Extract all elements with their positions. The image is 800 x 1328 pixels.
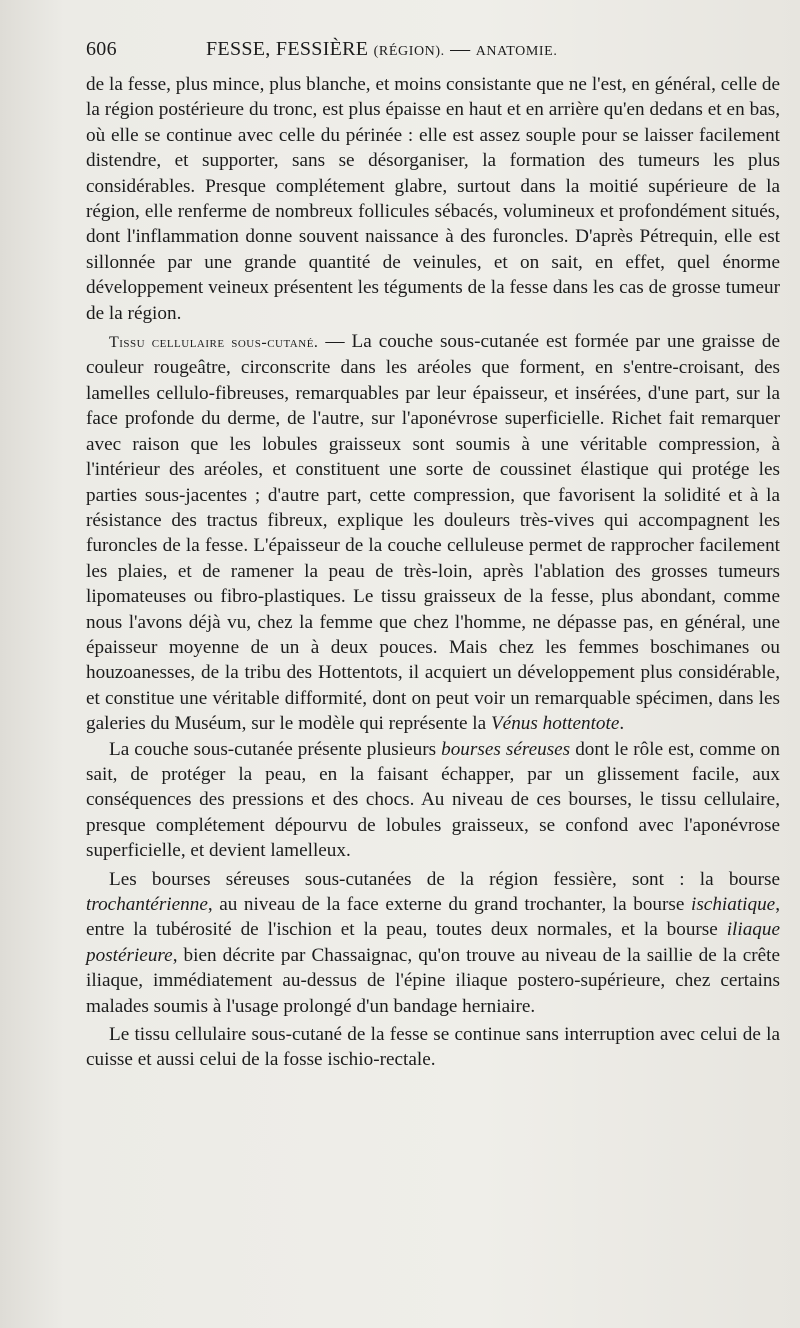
paragraph-2 — [86, 329, 780, 737]
emphasis-bourses-sereuses: bourses séreuses — [441, 738, 571, 760]
paragraph-5-text: Le tissu cellulaire sous-cutané de la fesse se continue sans interruption avec celui de la cuisse et aussi celui de la fosse ischio-rectale. — [86, 1024, 780, 1071]
title-main: FESSE, FESSIÈRE — [206, 38, 369, 60]
paragraph-2-text: — La couche sous-cutanée est formée par une graisse de couleur rougeâtre, circonscrite dans les aréoles que forment, en s'entre-croisant, des lamelles cellulo-fibreuses, remarquables par leur épaisseur, et insérées, d'une part, sur la face profonde du derme, de l'autre, sur l'aponévrose superficielle. Richet fait remarquer avec raison que les lobules graisseux sont soumis à une véritable compression, à l'intérieur des aréoles, et constituent une sorte de coussinet élastique qui protége les parties sous-jacentes ; d'autre part, cette compression, que favorisent la solidité et à la résistance des tractus fibreux, explique les douleurs très-vives qui accompagnent les furoncles de la fesse. L'épaisseur de la couche celluleuse permet de rapprocher facilement les plaies, et de ramener la peau de très-loin, après l'ablation des grosses tumeurs lipomateuses ou fibro-plastiques. Le tissu graisseux de la fesse, plus abondant, comme nous l'avons déjà vu, chez la femme que chez l'homme, ne dépasse pas, en général, une épaisseur moyenne de un à deux pouces. Mais chez les femmes boschimanes ou houzoanesses, de la tribu des Hottentots, il acquiert un développement plus considérable, et constitue une véritable difformité, dont on peut voir un remarquable spécimen, dans les galeries du Muséum, sur le modèle qui représente la — [86, 331, 780, 735]
paragraph-1 — [86, 72, 780, 326]
paragraph-4-start: Les bourses séreuses sous-cutanées de la région fessière, sont : la bourse — [109, 868, 780, 890]
paragraph-2-end: . — [619, 713, 625, 735]
emphasis-ischiatique: ischiatique — [691, 894, 776, 915]
paragraph-3 — [86, 737, 780, 864]
paragraph-4 — [86, 867, 780, 1019]
title-section: ANATOMIE. — [475, 44, 558, 59]
paragraph-5 — [86, 1022, 780, 1073]
body-text — [86, 72, 780, 1073]
paragraph-1-text: de la fesse, plus mince, plus blanche, et moins consistante que ne l'est, en général, celle de la région postérieure du tronc, est plus épaisse en haut et en arrière qu'en dedans et en bas, où elle se continue avec celle du périnée : elle est assez souple pour se laisser facilement distendre, et supporter, sans se désorganiser, la formation des tumeurs les plus considérables. Presque complétement glabre, surtout dans la moitié supérieure de la région, elle renferme de nombreux follicules sébacés, volumineux et profondément situés, dont l'inflammation donne souvent naissance à des furoncles. D'après Pétrequin, elle est sillonnée par une grande quantité de veinules, et on sait, en effet, quel énorme développement veineux présentent les téguments de la fesse dans les cas de grosse tumeur de la région. — [86, 74, 780, 324]
running-title — [206, 38, 778, 61]
title-region: (RÉGION). — [373, 44, 445, 59]
paragraph-4-text-b: , entre la tubérosité de l'ischion et la peau, toutes deux normales, et la bourse — [86, 894, 780, 941]
paragraph-3-start: La couche sous-cutanée présente plusieurs — [109, 738, 442, 760]
paragraph-4-text-c: , bien décrite par Chassaignac, qu'on trouve au niveau de la saillie de la crête iliaque, immédiatement au-dessus de l'épine iliaque postero-supérieure, chez certains malades soumis à l'usage prolongé d'un bandage herniaire. — [86, 944, 780, 1017]
title-dash: — — [450, 38, 471, 60]
paragraph-4-text-a: , au niveau de la face externe du grand trochanter, la bourse — [207, 894, 691, 915]
section-heading-tissu-cellulaire: Tissu cellulaire sous-cutané. — [109, 334, 319, 352]
emphasis-trochanterienne: trochantérienne — [86, 894, 208, 915]
page-number: 606 — [86, 38, 117, 60]
running-head — [86, 38, 778, 68]
emphasis-iliaque-posterieure: iliaque postérieure — [86, 919, 780, 966]
emphasis-venus-hottentote: Vénus hottentote — [490, 713, 620, 735]
paragraph-3-text: dont le rôle est, comme on sait, de protéger la peau, en la faisant échapper, par un glissement facile, aux conséquences des pressions et des chocs. Au niveau de ces bourses, le tissu cellulaire, presque complétement dépourvu de lobules graisseux, se confond avec l'aponévrose superficielle, et devient lamelleux. — [86, 738, 780, 862]
